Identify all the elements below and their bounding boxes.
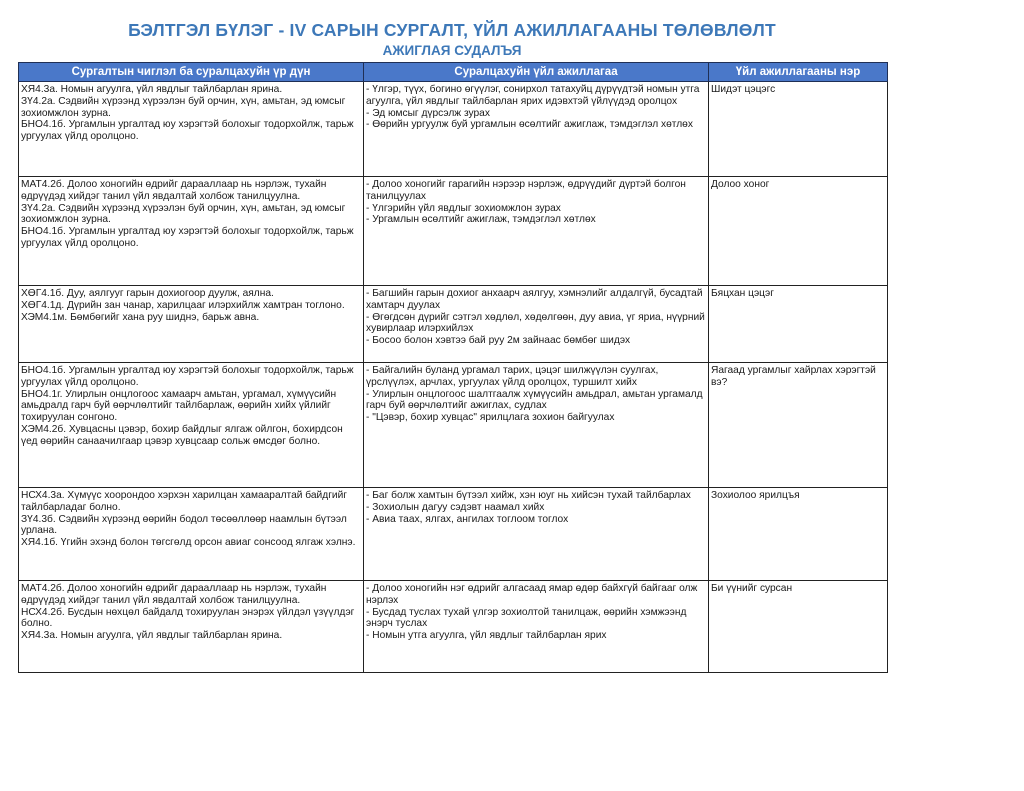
activity-line: - Байгалийн буланд ургамал тарих, цэцэг шилжүүлэн суулгах, үрслүүлэх, арчлах, ургуулах үйлд оролцох, туршилт хийх xyxy=(366,365,659,388)
outcomes-cell xyxy=(19,363,364,488)
outcome-line: ХЯ4.3а. Номын агуулга, үйл явдлыг тайлбарлан ярина. xyxy=(21,84,283,95)
activity-line: - Улирлын онцлогоос шалтгаалж хүмүүсийн амьдрал, амьтан ургамалд гарч буй өөрчлөлтийг ажиглах, судлах xyxy=(366,388,703,412)
activity-line: - Номын утга агуулга, үйл явдлыг тайлбарлан ярих xyxy=(366,630,607,642)
activities-cell xyxy=(364,581,709,673)
outcomes-cell xyxy=(19,286,364,363)
outcome-line: ЗҮ4.2а. Сэдвийн хүрээнд хүрээлэн буй орчин, хүн, амьтан, эд юмсыг зохиомжлон зурна. xyxy=(21,95,346,119)
outcome-line: НСХ4.3а. Хүмүүс хоорондоо хэрхэн харилцан хамааралтай байдгийг тайлбарладаг болно. xyxy=(21,490,348,513)
activity-name-cell: Бяцхан цэцэг xyxy=(709,286,888,363)
activity-line: - Авиа таах, ялгах, ангилах тоглоом тоглох xyxy=(366,513,569,525)
table-header-row xyxy=(19,63,888,82)
activity-name-cell: Зохиолоо ярилцъя xyxy=(709,488,888,581)
page-title: БЭЛТГЭЛ БҮЛЭГ - IV САРЫН СУРГАЛТ, ҮЙЛ АЖИЛЛАГААНЫ ТӨЛӨВЛӨЛТ xyxy=(128,20,776,40)
page-subtitle: АЖИГЛАЯ СУДАЛЪЯ xyxy=(382,43,522,58)
outcome-line: ХЯ4.3а. Номын агуулга, үйл явдлыг тайлбарлан ярина. xyxy=(21,630,283,642)
activity-line: - Өгөгдсөн дүрийг сэтгэл хөдлөл, хөдөлгөөн, дуу авиа, үг яриа, нүүрний хувирлаар илэрхийлэх xyxy=(366,311,705,335)
activity-line: - Долоо хоногийг гарагийн нэрээр нэрлэж, өдрүүдийг дүртэй болгон танилцуулах xyxy=(366,179,686,202)
outcome-line: БНО4.1г. Улирлын онцлогоос хамаарч амьтан, ургамал, хүмүүсийн амьдралд гарч буй өөрчлөлтийг тайлбарлаж, өөрийн хийх үйлийг тохируулан сонгоно. xyxy=(21,388,337,424)
table-row xyxy=(19,177,888,286)
outcomes-cell xyxy=(19,82,364,177)
outcome-line: ХЭМ4.1м. Бөмбөгийг хана руу шиднэ, барьж авна. xyxy=(21,311,260,323)
outcomes-cell xyxy=(19,581,364,673)
outcome-line: ХӨГ4.1б. Дуу, аялгууг гарын дохиогоор дуулж, аялна. xyxy=(21,288,274,299)
outcome-line: БНО4.1б. Ургамлын ургалтад юу хэрэгтэй болохыг тодорхойлж, тарьж ургуулах үйлд оролцоно. xyxy=(21,226,354,249)
outcomes-cell xyxy=(19,177,364,286)
activity-line: - Зохиолын дагуу сэдэвт наамал хийх xyxy=(366,501,545,513)
activities-cell xyxy=(364,363,709,488)
activity-line: - Босоо болон хэвтээ бай руу 2м зайнаас бөмбөг шидэх xyxy=(366,335,631,347)
activities-cell xyxy=(364,286,709,363)
plan-table xyxy=(18,62,888,673)
activity-line: - Ургамлын өсөлтийг ажиглаж, тэмдэглэл хөтлөх xyxy=(366,214,596,226)
outcome-line: МАТ4.2б. Долоо хоногийн өдрийг дарааллаар нь нэрлэж, тухайн өдрүүдэд хийдэг танил үйл явдалтай холбож танилцуулна. xyxy=(21,583,327,606)
outcome-line: БНО4.1б. Ургамлын ургалтад юу хэрэгтэй болохыг тодорхойлж, тарьж ургуулах үйлд оролцоно. xyxy=(21,119,354,143)
outcomes-cell xyxy=(19,488,364,581)
outcome-line: ЗҮ4.2а. Сэдвийн хүрээнд хүрээлэн буй орчин, хүн, амьтан, эд юмсыг зохиомжлон зурна. xyxy=(21,202,346,226)
outcome-line: ХӨГ4.1д. Дүрийн зан чанар, харилцааг илэрхийлж хамтран тоглоно. xyxy=(21,299,345,311)
activity-line: - Багшийн гарын дохиог анхаарч аялгуу, хэмнэлийг алдалгүй, бусадтай хамтарч дуулах xyxy=(366,288,703,311)
activities-cell xyxy=(364,177,709,286)
activity-name-cell: Би үүнийг сурсан xyxy=(709,581,888,673)
activity-line: - "Цэвэр, бохир хувцас" ярилцлага зохион байгуулах xyxy=(366,412,615,424)
activity-name-cell: Яагаад ургамлыг хайрлах хэрэгтэй вэ? xyxy=(709,363,888,488)
activity-line: - Долоо хоногийн нэг өдрийг алгасаад ямар өдөр байхгүй байгааг олж нэрлэх xyxy=(366,583,698,606)
activities-cell xyxy=(364,488,709,581)
activity-line: - Бусдад туслах тухай үлгэр зохиолтой танилцаж, өөрийн хэмжээнд энэрч туслах xyxy=(366,606,687,630)
header-outcomes: Сургалтын чиглэл ба суралцахуйн үр дүн xyxy=(19,63,364,82)
header-activities: Суралцахуйн үйл ажиллагаа xyxy=(364,63,709,82)
activity-name-cell: Шидэт цэцэгс xyxy=(709,82,888,177)
table-row xyxy=(19,581,888,673)
activity-name-cell: Долоо хоног xyxy=(709,177,888,286)
table-row xyxy=(19,82,888,177)
outcome-line: НСХ4.2б. Бусдын нөхцөл байдалд тохируулан энэрэх үйлдэл үзүүлдэг болно. xyxy=(21,606,355,630)
activity-line: - Үлгэр, түүх, богино өгүүлэг, сонирхол татахуйц дүрүүдтэй номын утга агуулга, үйл явдлыг тайлбарлан ярих идэвхтэй үйлүүдэд оролцох xyxy=(366,84,700,107)
outcome-line: МАТ4.2б. Долоо хоногийн өдрийг дарааллаар нь нэрлэж, тухайн өдрүүдэд хийдэг танил үйл явдалтай холбож танилцуулна. xyxy=(21,179,327,202)
activity-line: - Эд юмсыг дүрсэлж зурах xyxy=(366,107,490,119)
activity-line: - Үлгэрийн үйл явдлыг зохиомжлон зурах xyxy=(366,202,561,214)
table-row xyxy=(19,286,888,363)
activity-line: - Өөрийн ургуулж буй ургамлын өсөлтийг ажиглаж, тэмдэглэл хөтлөх xyxy=(366,119,693,131)
outcome-line: ЗҮ4.3б. Сэдвийн хүрээнд өөрийн бодол төсөөллөөр наамлын бүтээл урлана. xyxy=(21,513,347,537)
outcome-line: ХЯ4.1б. Үгийн эхэнд болон төгсгөлд орсон авиаг сонсоод ялгаж хэлнэ. xyxy=(21,537,356,549)
outcome-line: ХЭМ4.2б. Хувцасны цэвэр, бохир байдлыг ялгаж ойлгон, бохирдсон үед өөрийн санаачилгаар цэвэр хувцсаар сольж өмсдөг болно. xyxy=(21,423,343,447)
activities-cell xyxy=(364,82,709,177)
activity-line: - Баг болж хамтын бүтээл хийж, хэн юуг нь хийсэн тухай тайлбарлах xyxy=(366,490,691,501)
header-activity-name: Үйл ажиллагааны нэр xyxy=(709,63,888,82)
outcome-line: БНО4.1б. Ургамлын ургалтад юу хэрэгтэй болохыг тодорхойлж, тарьж ургуулах үйлд оролцоно. xyxy=(21,365,354,388)
table-row xyxy=(19,363,888,488)
table-row xyxy=(19,488,888,581)
